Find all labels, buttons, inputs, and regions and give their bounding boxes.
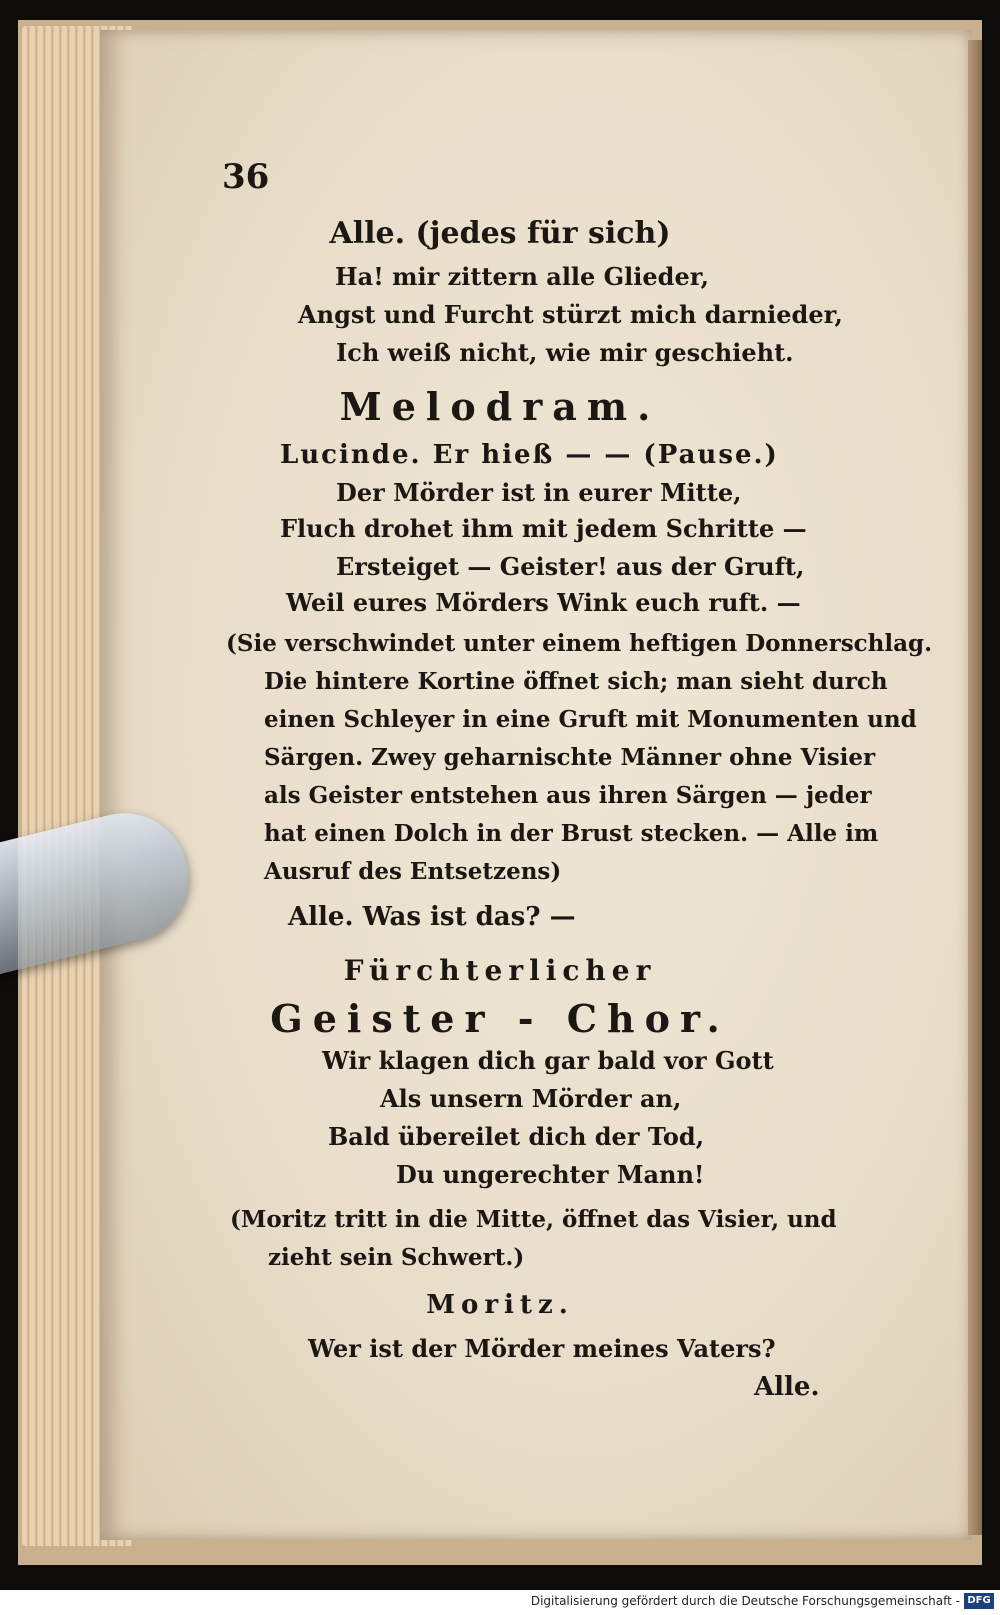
section-heading: Geister - Chor.	[270, 996, 730, 1041]
stage-direction: Ausruf des Entsetzens)	[264, 858, 562, 885]
digitization-credit: Digitalisierung gefördert durch die Deutsche Forschungsgemeinschaft -	[530, 1594, 960, 1608]
verse-line: Weil eures Mörders Wink euch ruft. —	[286, 588, 801, 617]
stage-direction: (Sie verschwindet unter einem heftigen Donnerschlag.	[226, 630, 933, 657]
verse-line: Du ungerechter Mann!	[396, 1160, 705, 1189]
verse-line: Wir klagen dich gar bald vor Gott	[322, 1046, 774, 1075]
verse-line: Angst und Furcht stürzt mich darnieder,	[298, 300, 843, 329]
verse-line: Der Mörder ist in eurer Mitte,	[336, 478, 742, 507]
verse-line: Ersteiget — Geister! aus der Gruft,	[336, 552, 805, 581]
stage-direction: als Geister entstehen aus ihren Särgen — jeder	[264, 782, 872, 809]
verse-line: Wer ist der Mörder meines Vaters?	[308, 1334, 776, 1363]
verse-line: Ich weiß nicht, wie mir geschieht.	[336, 338, 794, 367]
speaker-line: Alle. Was ist das? —	[288, 902, 576, 932]
dfg-logo: DFG	[964, 1593, 994, 1609]
speaker-heading: Alle. (jedes für sich)	[329, 216, 671, 251]
verse-line: Als unsern Mörder an,	[380, 1084, 682, 1113]
verse-line: Fluch drohet ihm mit jedem Schritte —	[280, 514, 807, 543]
stage-direction: zieht sein Schwert.)	[268, 1244, 525, 1271]
stage-direction: einen Schleyer in eine Gruft mit Monumenten und	[264, 706, 917, 733]
page-number: 36	[222, 157, 270, 197]
speaker-heading: Moritz.	[426, 1290, 574, 1320]
speaker-line: Alle.	[754, 1372, 820, 1402]
verse-line: Ha! mir zittern alle Glieder,	[335, 262, 709, 291]
stage-direction: Särgen. Zwey geharnischte Männer ohne Visier	[264, 744, 876, 771]
stage-direction: hat einen Dolch in der Brust stecken. — Alle im	[264, 820, 879, 847]
stage-direction: Die hintere Kortine öffnet sich; man sieht durch	[264, 668, 888, 695]
speaker-line: Lucinde. Er hieß — — (Pause.)	[280, 440, 779, 470]
verse-line: Bald übereilet dich der Tod,	[328, 1122, 705, 1151]
section-heading: Fürchterlicher	[343, 954, 657, 987]
stage-direction: (Moritz tritt in die Mitte, öffnet das Visier, und	[230, 1206, 837, 1233]
section-heading: Melodram.	[339, 384, 661, 429]
